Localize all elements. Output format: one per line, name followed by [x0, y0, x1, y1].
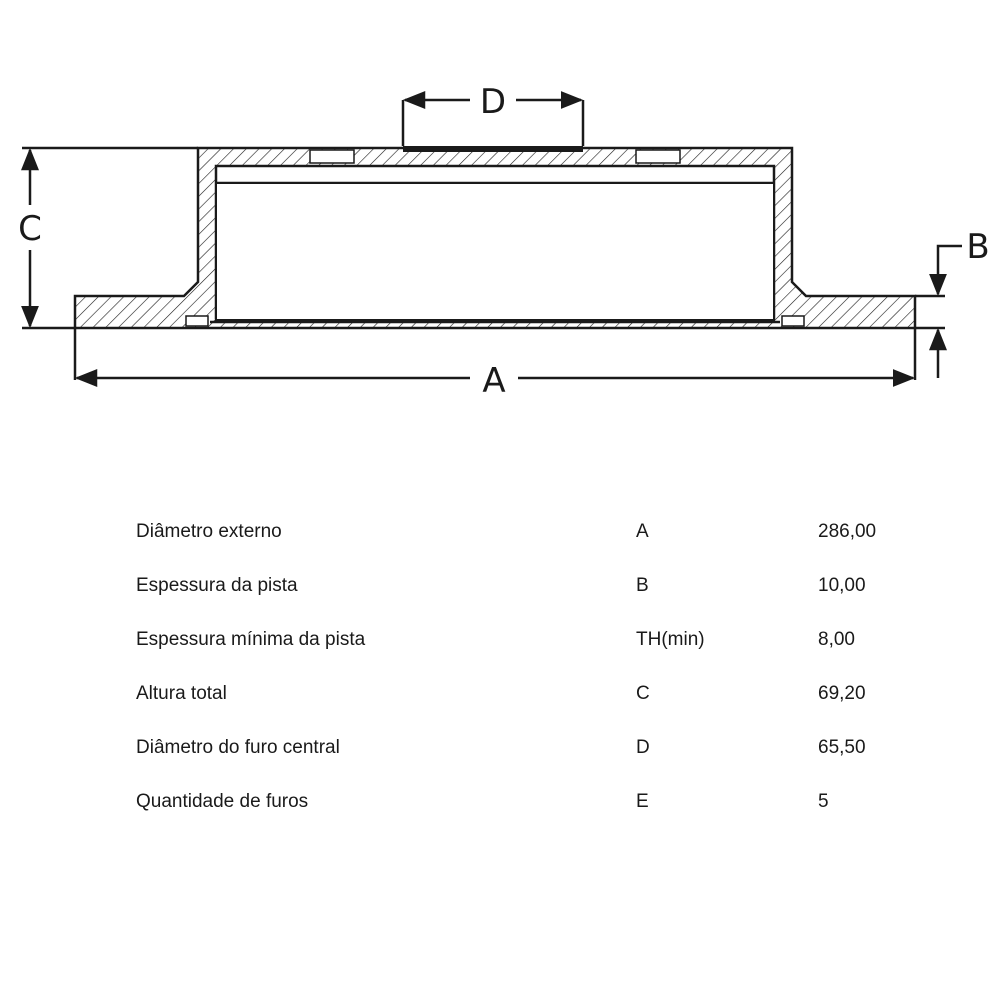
table-row — [136, 613, 896, 667]
spec-symbol: C — [636, 683, 650, 704]
spec-name: Diâmetro externo — [136, 521, 282, 542]
spec-value: 10,00 — [818, 575, 866, 596]
table-row — [136, 775, 896, 829]
table-row — [136, 505, 896, 559]
spec-name: Espessura da pista — [136, 575, 298, 596]
table-row — [136, 559, 896, 613]
flange-step-right — [782, 316, 804, 326]
dimension-a-label: A — [482, 361, 506, 401]
dimension-c-label: C — [18, 209, 42, 249]
center-bore — [403, 146, 583, 152]
dimension-b-label: B — [966, 227, 990, 267]
spec-symbol: D — [636, 737, 650, 758]
spec-value: 65,50 — [818, 737, 866, 758]
cavity-inner-frame — [216, 183, 774, 320]
spec-symbol: B — [636, 575, 649, 596]
spec-name: Altura total — [136, 683, 227, 704]
spec-value: 69,20 — [818, 683, 866, 704]
spec-name: Espessura mínima da pista — [136, 629, 366, 650]
spec-value: 8,00 — [818, 629, 855, 650]
spec-value: 286,00 — [818, 521, 877, 542]
spec-value: 5 — [818, 791, 829, 812]
dimension-a — [75, 328, 915, 401]
table-row — [136, 667, 896, 721]
spec-symbol: E — [636, 791, 649, 812]
spec-name: Quantidade de furos — [136, 791, 309, 812]
dimension-b — [915, 227, 990, 378]
bolt-hole-right — [636, 150, 680, 163]
bolt-hole-left — [310, 150, 354, 163]
dimension-d-label: D — [479, 82, 507, 122]
specifications-table — [136, 505, 896, 829]
spec-symbol: A — [636, 521, 649, 542]
spec-symbol: TH(min) — [636, 629, 705, 650]
table-row — [136, 721, 896, 775]
brake-disc-cross-section-drawing — [0, 0, 1000, 430]
dimension-d — [403, 82, 583, 146]
flange-step-left — [186, 316, 208, 326]
spec-name: Diâmetro do furo central — [136, 737, 340, 758]
